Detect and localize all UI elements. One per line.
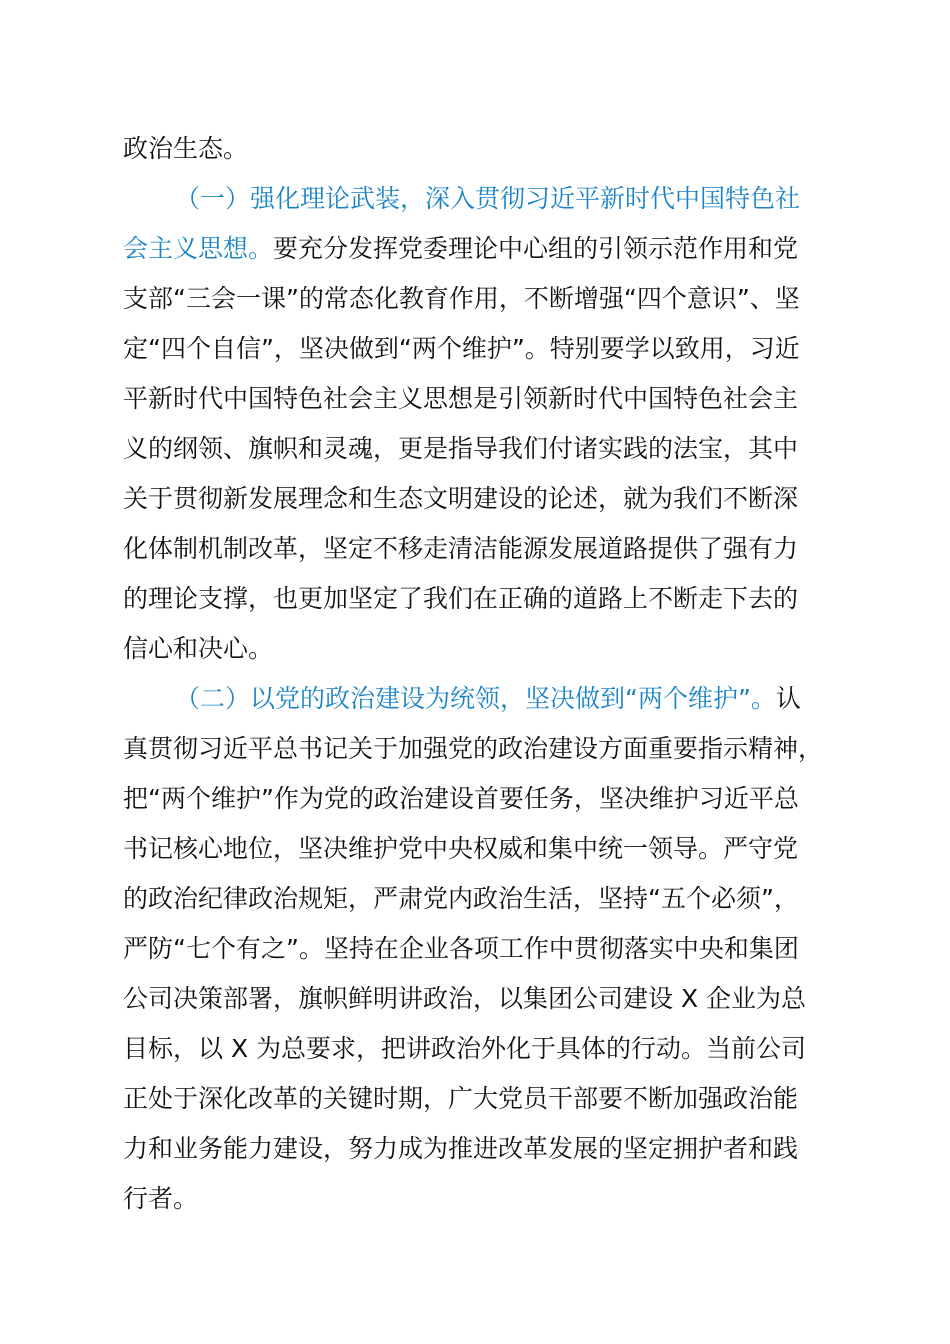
body-text: 定“四个自信”，坚决做到“两个维护”。特别要学以致用，习近: [123, 334, 800, 363]
body-text: 平新时代中国特色社会主义思想是引领新时代中国特色社会主: [123, 384, 799, 413]
paragraph-line: [123, 1024, 950, 1074]
body-text: 政治生态。: [123, 134, 249, 163]
body-text: 书记核心地位，坚决维护党中央权威和集中统一领导。严守党: [123, 834, 799, 863]
body-text: 力和业务能力建设，努力成为推进改革发展的坚定拥护者和践: [123, 1134, 799, 1163]
paragraph-line: [123, 1124, 950, 1174]
body-text: 把“两个维护”作为党的政治建设首要任务，坚决维护习近平总: [123, 784, 799, 813]
paragraph-line: [175, 174, 950, 224]
paragraph-line: [123, 974, 950, 1024]
paragraph-line: [123, 524, 950, 574]
paragraph-line: [123, 1074, 950, 1124]
paragraph-line: [123, 124, 950, 174]
paragraph-line: [123, 374, 950, 424]
body-text: 正处于深化改革的关键时期，广大党员干部要不断加强政治能: [123, 1084, 799, 1113]
paragraph-line: [123, 824, 950, 874]
body-text: 的政治纪律政治规矩，严肃党内政治生活，坚持“五个必须”，: [123, 884, 799, 913]
paragraph-line: [123, 774, 950, 824]
body-text: 要充分发挥党委理论中心组的引领示范作用和党: [273, 234, 799, 263]
paragraph-line: [123, 324, 950, 374]
body-text: 严防“七个有之”。坚持在企业各项工作中贯彻落实中央和集团: [123, 934, 799, 963]
paragraph-line: [123, 474, 950, 524]
body-text: 公司决策部署，旗帜鲜明讲政治，以集团公司建设 X 企业为总: [123, 984, 807, 1013]
paragraph-line: [123, 424, 950, 474]
body-text: 的理论支撑，也更加坚定了我们在正确的道路上不断走下去的: [123, 584, 799, 613]
paragraph-line: [175, 674, 950, 724]
paragraph-line: [123, 724, 950, 774]
paragraph-line: [123, 274, 950, 324]
section-heading-1: （一）强化理论武装，深入贯彻习近平新时代中国特色社: [175, 184, 801, 213]
paragraph-line: [123, 924, 950, 974]
paragraph-line: [123, 874, 950, 924]
body-text: 真贯彻习近平总书记关于加强党的政治建设方面重要指示精神，: [123, 734, 824, 763]
section-heading-1-cont: 会主义思想。: [123, 234, 274, 263]
body-text: 信心和决心。: [123, 634, 274, 663]
section-heading-2: （二）以党的政治建设为统领，坚决做到“两个维护”。: [175, 684, 776, 713]
body-text: 义的纲领、旗帜和灵魂，更是指导我们付诸实践的法宝，其中: [123, 434, 799, 463]
body-text: 认: [775, 684, 801, 713]
paragraph-line: [123, 224, 950, 274]
body-text: 化体制机制改革，坚定不移走清洁能源发展道路提供了强有力: [123, 534, 799, 563]
body-text: 行者。: [123, 1184, 199, 1213]
body-text: 关于贯彻新发展理念和生态文明建设的论述，就为我们不断深: [123, 484, 799, 513]
body-text: 支部“三会一课”的常态化教育作用，不断增强“四个意识”、坚: [123, 284, 800, 313]
paragraph-line: [123, 574, 950, 624]
body-text: 目标，以 X 为总要求，把讲政治外化于具体的行动。当前公司: [123, 1034, 807, 1063]
paragraph-line: [123, 1174, 950, 1224]
paragraph-line: [123, 624, 950, 674]
